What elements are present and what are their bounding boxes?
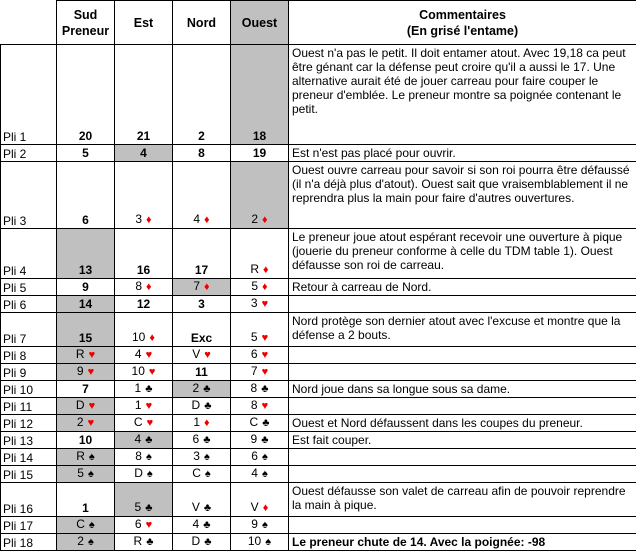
club-icon: ♣ (201, 400, 211, 412)
card-value: 7 (193, 279, 200, 293)
trick-label: Pli 10 (1, 381, 57, 398)
card-cell-sud (57, 534, 115, 551)
club-icon: ♣ (143, 536, 153, 548)
card-cell-sud (57, 229, 115, 279)
card-value: 10 (132, 364, 145, 378)
card-cell-est (115, 449, 173, 466)
table-row (1, 296, 636, 313)
card-value: 9 (82, 280, 89, 294)
card-value: 1 (82, 501, 89, 515)
card-cell-sud (57, 415, 115, 432)
card-cell-est (115, 229, 173, 279)
card-value: 8 (135, 449, 142, 463)
card-cell-est (115, 313, 173, 347)
card-value: 2 (251, 212, 258, 226)
diamond-icon: ♦ (201, 417, 210, 429)
club-icon: ♣ (259, 417, 269, 429)
card-cell-sud (57, 347, 115, 364)
spade-icon: ♠ (259, 468, 268, 480)
heart-icon: ♥ (259, 366, 269, 378)
diamond-icon: ♦ (259, 214, 268, 226)
card-value: V (192, 500, 200, 514)
card-value: C (192, 466, 201, 480)
spade-icon: ♠ (143, 451, 152, 463)
comment-cell: Retour à carreau de Nord. (289, 279, 636, 296)
diamond-icon: ♦ (143, 214, 152, 226)
card-value: 3 (198, 297, 205, 311)
trick-label: Pli 8 (1, 347, 57, 364)
card-cell-ouest (231, 534, 289, 551)
trick-label: Pli 2 (1, 145, 57, 162)
card-value: 6 (251, 449, 258, 463)
heart-icon: ♥ (144, 417, 154, 429)
card-value: D (134, 466, 143, 480)
table-row (1, 229, 636, 279)
spade-icon: ♠ (86, 519, 95, 531)
trick-label: Pli 6 (1, 296, 57, 313)
card-cell-est (115, 162, 173, 229)
card-value: 8 (198, 146, 205, 160)
comment-cell: Ouest ouvre carreau pour savoir si son roi pourra être défaussé (il n'a déjà plus d'atout). Ouest sait que vraisemblablement il ne reprendra plus la main pour faire d'autres ouvertures. (289, 162, 636, 229)
club-icon: ♣ (258, 383, 268, 395)
card-cell-sud (57, 398, 115, 415)
card-value: 8 (251, 398, 258, 412)
card-value: 10 (132, 330, 145, 344)
card-value: 9 (251, 517, 258, 531)
comment-cell (289, 398, 636, 415)
heart-icon: ♥ (259, 298, 269, 310)
card-cell-nord (173, 517, 231, 534)
card-cell-nord (173, 145, 231, 162)
trick-label: Pli 11 (1, 398, 57, 415)
card-value: 12 (137, 297, 150, 311)
card-value: 10 (79, 433, 92, 447)
card-value: 1 (135, 398, 142, 412)
heart-icon: ♥ (143, 519, 153, 531)
table-body (1, 1, 636, 551)
diamond-icon: ♦ (201, 281, 210, 293)
trick-label: Pli 9 (1, 364, 57, 381)
heart-icon: ♥ (85, 366, 95, 378)
card-cell-nord (173, 364, 231, 381)
card-value: 4 (193, 517, 200, 531)
card-cell-est (115, 145, 173, 162)
header-ouest: Ouest (231, 1, 289, 45)
trick-label: Pli 4 (1, 229, 57, 279)
heart-icon: ♥ (259, 332, 269, 344)
card-cell-ouest (231, 415, 289, 432)
card-value: Exc (191, 331, 212, 345)
card-cell-est (115, 347, 173, 364)
club-icon: ♣ (201, 502, 211, 514)
trick-label: Pli 3 (1, 162, 57, 229)
card-value: R (76, 347, 85, 361)
table-row (1, 381, 636, 398)
spade-icon: ♠ (144, 468, 153, 480)
card-value: C (76, 517, 85, 531)
trick-label: Pli 5 (1, 279, 57, 296)
heart-icon: ♥ (259, 400, 269, 412)
card-value: V (251, 500, 259, 514)
trick-label: Pli 12 (1, 415, 57, 432)
comment-cell: Le preneur chute de 14. Avec la poignée: -98 (289, 534, 636, 551)
card-cell-est (115, 279, 173, 296)
comment-cell (289, 466, 636, 483)
club-icon: ♣ (142, 502, 152, 514)
card-value: 5 (82, 146, 89, 160)
card-value: 4 (140, 146, 147, 160)
card-cell-est (115, 45, 173, 145)
card-value: 3 (135, 212, 142, 226)
card-cell-nord (173, 45, 231, 145)
card-cell-nord (173, 347, 231, 364)
card-cell-ouest (231, 313, 289, 347)
card-cell-sud (57, 364, 115, 381)
card-cell-nord (173, 483, 231, 517)
card-cell-ouest (231, 279, 289, 296)
card-value: 2 (198, 129, 205, 143)
table-row (1, 364, 636, 381)
spade-icon: ♠ (259, 451, 268, 463)
card-cell-ouest (231, 466, 289, 483)
card-value: 5 (251, 330, 258, 344)
heart-icon: ♥ (86, 400, 96, 412)
card-value: 4 (135, 432, 142, 446)
card-cell-est (115, 517, 173, 534)
heart-icon: ♥ (85, 417, 95, 429)
header-est: Est (115, 1, 173, 45)
card-value: 19 (253, 146, 266, 160)
card-cell-est (115, 296, 173, 313)
club-icon: ♣ (200, 434, 210, 446)
card-value: 9 (251, 432, 258, 446)
table-row (1, 534, 636, 551)
club-icon: ♣ (200, 383, 210, 395)
card-value: 13 (79, 263, 92, 277)
spade-icon: ♠ (259, 519, 268, 531)
diamond-icon: ♦ (146, 332, 155, 344)
table-row (1, 279, 636, 296)
trick-label: Pli 14 (1, 449, 57, 466)
card-value: 6 (135, 517, 142, 531)
comment-cell: Est fait couper. (289, 432, 636, 449)
trick-label: Pli 16 (1, 483, 57, 517)
club-icon: ♣ (142, 383, 152, 395)
spade-icon: ♠ (85, 536, 94, 548)
card-value: 21 (137, 129, 150, 143)
card-value: 2 (77, 415, 84, 429)
table-row (1, 432, 636, 449)
table-row (1, 466, 636, 483)
card-cell-ouest (231, 45, 289, 145)
card-value: 6 (82, 213, 89, 227)
card-value: 4 (135, 347, 142, 361)
card-cell-ouest (231, 432, 289, 449)
table-row (1, 415, 636, 432)
card-cell-sud (57, 517, 115, 534)
card-value: 4 (251, 466, 258, 480)
heart-icon: ♥ (259, 349, 269, 361)
card-value: 3 (193, 449, 200, 463)
card-value: 1 (135, 381, 142, 395)
card-cell-nord (173, 415, 231, 432)
card-cell-est (115, 381, 173, 398)
table-row (1, 162, 636, 229)
comment-cell (289, 517, 636, 534)
card-cell-sud (57, 45, 115, 145)
header-empty (1, 1, 57, 45)
card-cell-est (115, 364, 173, 381)
table-row (1, 483, 636, 517)
card-cell-ouest (231, 483, 289, 517)
card-cell-est (115, 534, 173, 551)
trick-label: Pli 1 (1, 45, 57, 145)
table-row (1, 517, 636, 534)
table-row (1, 347, 636, 364)
header-commentaires: Commentaires (En grisé l'entame) (289, 1, 636, 45)
diamond-icon: ♦ (260, 502, 269, 514)
header-row (1, 1, 636, 45)
card-cell-ouest (231, 296, 289, 313)
trick-label: Pli 7 (1, 313, 57, 347)
card-cell-nord (173, 313, 231, 347)
card-value: 1 (193, 415, 200, 429)
diamond-icon: ♦ (143, 281, 152, 293)
comment-cell: Nord protège son dernier atout avec l'excuse et montre que la défense a 2 bouts. (289, 313, 636, 347)
card-cell-nord (173, 296, 231, 313)
card-cell-ouest (231, 381, 289, 398)
card-value: 11 (195, 365, 208, 379)
card-cell-nord (173, 466, 231, 483)
comment-cell: Ouest et Nord défaussent dans les coupes du preneur. (289, 415, 636, 432)
card-cell-sud (57, 432, 115, 449)
card-value: 10 (248, 534, 261, 548)
card-cell-nord (173, 162, 231, 229)
card-cell-nord (173, 381, 231, 398)
spade-icon: ♠ (86, 451, 95, 463)
card-cell-sud (57, 313, 115, 347)
card-value: 18 (253, 129, 266, 143)
card-cell-ouest (231, 145, 289, 162)
card-value: 14 (79, 297, 92, 311)
comment-cell: Le preneur joue atout espérant recevoir une ouverture à pique (jouerie du preneur conforme à celle du TDM table 1). Ouest défausse son roi de carreau. (289, 229, 636, 279)
card-value: 8 (251, 381, 258, 395)
comment-cell: Est n'est pas placé pour ouvrir. (289, 145, 636, 162)
table-row (1, 449, 636, 466)
club-icon: ♣ (201, 536, 211, 548)
card-value: 16 (137, 263, 150, 277)
header-sud: Sud Preneur (57, 1, 115, 45)
card-cell-nord (173, 432, 231, 449)
club-icon: ♣ (142, 434, 152, 446)
card-value: 5 (251, 279, 258, 293)
card-value: V (192, 347, 200, 361)
card-value: 2 (77, 534, 84, 548)
table-row (1, 145, 636, 162)
spade-icon: ♠ (201, 451, 210, 463)
diamond-icon: ♦ (260, 264, 269, 276)
card-value: R (76, 449, 85, 463)
card-cell-sud (57, 296, 115, 313)
card-value: 2 (193, 381, 200, 395)
card-cell-nord (173, 279, 231, 296)
card-value: D (76, 398, 85, 412)
diamond-icon: ♦ (259, 281, 268, 293)
table-row (1, 45, 636, 145)
card-value: R (134, 534, 143, 548)
card-cell-ouest (231, 229, 289, 279)
heart-icon: ♥ (86, 349, 96, 361)
trick-label: Pli 18 (1, 534, 57, 551)
card-cell-sud (57, 449, 115, 466)
card-cell-est (115, 398, 173, 415)
heart-icon: ♥ (146, 366, 156, 378)
card-value: C (134, 415, 143, 429)
table-row (1, 313, 636, 347)
card-cell-est (115, 432, 173, 449)
card-value: 15 (79, 331, 92, 345)
header-nord: Nord (173, 1, 231, 45)
card-value: 20 (79, 129, 92, 143)
card-cell-est (115, 483, 173, 517)
trick-label: Pli 17 (1, 517, 57, 534)
card-cell-ouest (231, 347, 289, 364)
card-cell-nord (173, 229, 231, 279)
club-icon: ♣ (258, 434, 268, 446)
card-cell-nord (173, 449, 231, 466)
diamond-icon: ♦ (201, 214, 210, 226)
card-value: 7 (251, 364, 258, 378)
heart-icon: ♥ (201, 349, 211, 361)
spade-icon: ♠ (262, 536, 271, 548)
card-cell-nord (173, 534, 231, 551)
card-value: R (250, 262, 259, 276)
card-value: 9 (77, 364, 84, 378)
comment-cell: Ouest n'a pas le petit. Il doit entamer atout. Avec 19,18 ca peut être génant car la défense peut croire qu'il a aussi le 17. Une alternative aurait été de jouer carreau pour faire couper le preneur d'emblée. Le preneur montre sa poignée contenant le petit. (289, 45, 636, 145)
card-cell-ouest (231, 517, 289, 534)
card-value: 6 (193, 432, 200, 446)
card-cell-sud (57, 162, 115, 229)
card-cell-est (115, 466, 173, 483)
card-value: 7 (82, 382, 89, 396)
card-value: D (192, 398, 201, 412)
card-cell-sud (57, 466, 115, 483)
card-cell-ouest (231, 162, 289, 229)
comment-cell (289, 347, 636, 364)
heart-icon: ♥ (143, 349, 153, 361)
card-cell-nord (173, 398, 231, 415)
card-cell-ouest (231, 398, 289, 415)
card-value: 8 (135, 279, 142, 293)
card-cell-sud (57, 145, 115, 162)
card-cell-ouest (231, 364, 289, 381)
card-value: 6 (251, 347, 258, 361)
comment-cell: Nord joue dans sa longue sous sa dame. (289, 381, 636, 398)
table-row (1, 398, 636, 415)
card-value: C (250, 415, 259, 429)
card-cell-sud (57, 381, 115, 398)
comment-cell (289, 364, 636, 381)
card-value: D (192, 534, 201, 548)
card-value: 17 (195, 263, 208, 277)
trick-label: Pli 15 (1, 466, 57, 483)
card-cell-sud (57, 279, 115, 296)
card-value: 4 (193, 212, 200, 226)
club-icon: ♣ (200, 519, 210, 531)
comment-cell (289, 449, 636, 466)
comment-cell: Ouest défausse son valet de carreau afin de pouvoir reprendre la main à pique. (289, 483, 636, 517)
card-cell-sud (57, 483, 115, 517)
comment-cell (289, 296, 636, 313)
heart-icon: ♥ (143, 400, 153, 412)
card-value: 5 (77, 466, 84, 480)
card-value: 3 (251, 296, 258, 310)
card-value: 5 (135, 500, 142, 514)
trick-label: Pli 13 (1, 432, 57, 449)
spade-icon: ♠ (85, 468, 94, 480)
spade-icon: ♠ (202, 468, 211, 480)
card-cell-ouest (231, 449, 289, 466)
card-cell-est (115, 415, 173, 432)
